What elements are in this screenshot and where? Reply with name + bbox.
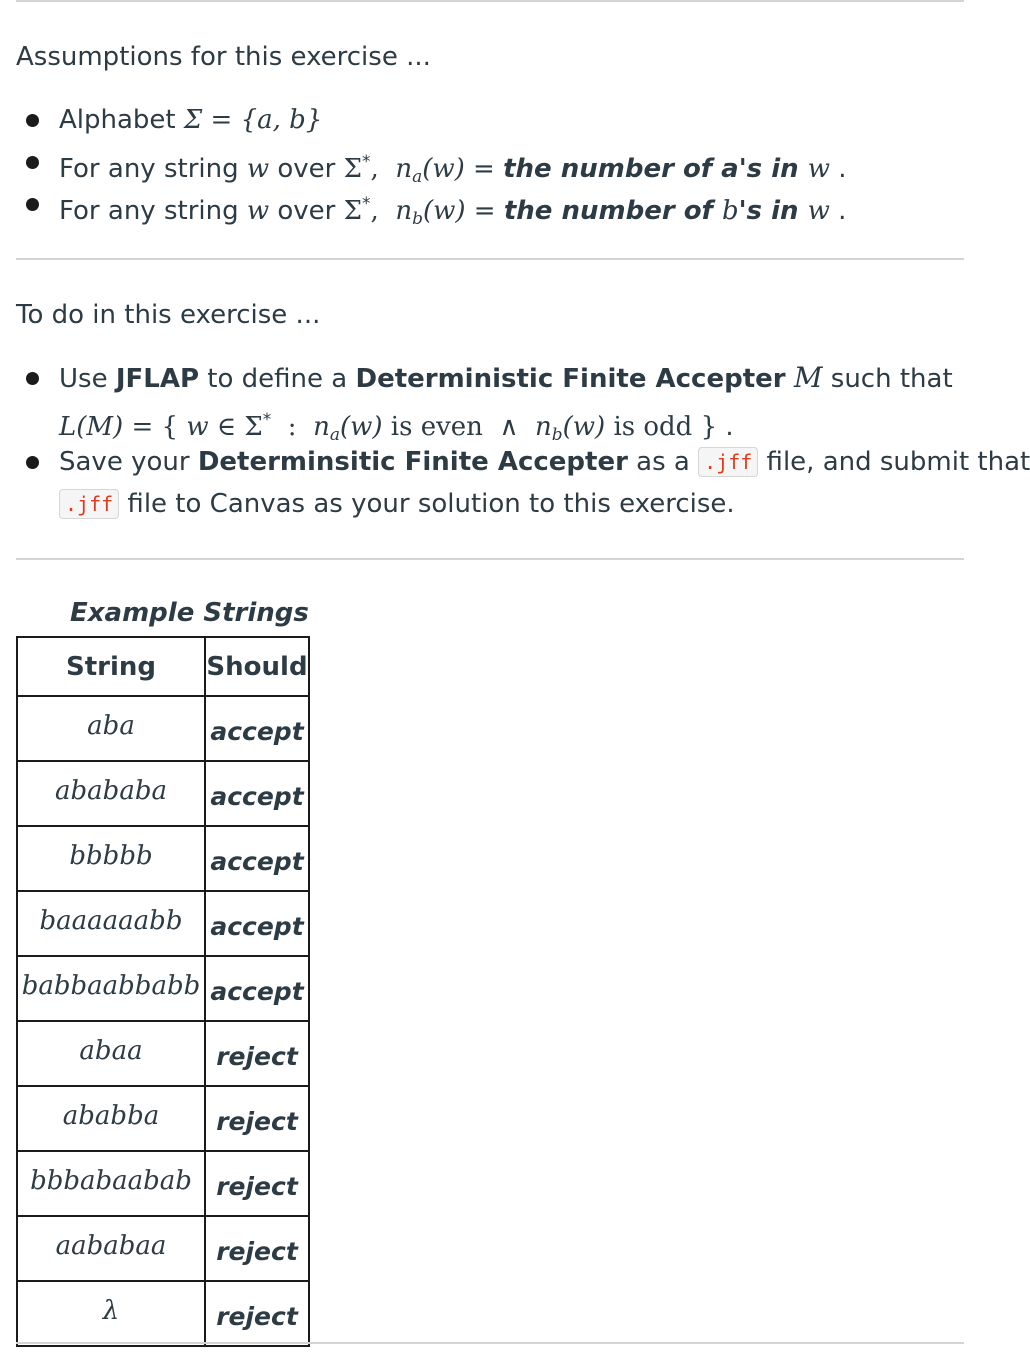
column-header-string: String: [17, 637, 205, 696]
string-cell: λ: [17, 1281, 205, 1346]
lang-w: w: [186, 412, 209, 442]
nb-w2: w: [807, 196, 830, 226]
string-cell: abaa: [17, 1021, 205, 1086]
column-header-should: Should: [205, 637, 309, 696]
assumption-nb: [59, 187, 846, 236]
dfa-label-2: Determinsitic Finite Accepter: [197, 447, 628, 477]
nb-desc2: 's in: [738, 196, 808, 226]
bullet-dot: [26, 156, 39, 169]
item1-t2: to define a: [199, 364, 356, 394]
assumption-alphabet: [59, 103, 322, 137]
lang-end: .: [717, 412, 734, 442]
table-row: [17, 1281, 309, 1346]
bullet-dot: [26, 114, 39, 127]
lang-a2: (w): [562, 412, 606, 442]
item2-t3: file, and submit that: [758, 447, 1030, 477]
nb-desc1: the number of: [503, 196, 722, 226]
string-cell: baaaaaabb: [17, 891, 205, 956]
nb-comma: ,: [370, 196, 379, 226]
string-cell: bbbbb: [17, 826, 205, 891]
table-row: [17, 761, 309, 826]
item2-t1: Save your: [59, 447, 198, 477]
table-row: [17, 956, 309, 1021]
string-cell: abababa: [17, 761, 205, 826]
na-desc: the number of a's in: [503, 154, 808, 184]
result-cell: reject: [205, 1281, 309, 1346]
string-cell: aababaa: [17, 1216, 205, 1281]
top-divider: [16, 0, 964, 2]
na-end: .: [829, 154, 847, 184]
lang-colon: :: [271, 412, 314, 442]
nb-sub: b: [412, 209, 423, 229]
result-cell: reject: [205, 1086, 309, 1151]
todo-item-jflap: [59, 361, 953, 396]
lang-l: L(M): [59, 412, 124, 442]
na-w2: w: [807, 154, 830, 184]
example-strings-table: [16, 636, 310, 1347]
jff-code: .jff: [59, 489, 119, 519]
na-eq: =: [464, 154, 504, 184]
nb-end: .: [829, 196, 847, 226]
na-comma: ,: [370, 154, 379, 184]
result-cell: accept: [205, 696, 309, 761]
na-sub: a: [412, 167, 423, 187]
string-cell: ababba: [17, 1086, 205, 1151]
dfa-label: Deterministic Finite Accepter: [355, 364, 786, 394]
nb-star: *: [362, 194, 371, 214]
table-row: [17, 1151, 309, 1216]
result-cell: reject: [205, 1021, 309, 1086]
lang-in: ∈ Σ: [208, 412, 263, 442]
todo-item-save: [59, 445, 1030, 479]
result-cell: accept: [205, 826, 309, 891]
lang-s1: a: [329, 425, 340, 445]
section-divider: [16, 558, 964, 560]
string-cell: babbaabbabb: [17, 956, 205, 1021]
na-w: w: [246, 154, 270, 184]
lang-even: is even ∧: [382, 412, 535, 442]
bullet-dot: [26, 456, 39, 469]
bottom-divider: [16, 1342, 964, 1344]
string-cell: bbbabaabab: [17, 1151, 205, 1216]
nb-sigma: Σ: [343, 196, 363, 226]
lang-s2: b: [551, 425, 563, 445]
result-cell: accept: [205, 761, 309, 826]
na-star: *: [362, 152, 371, 172]
jflap-label: JFLAP: [115, 364, 200, 394]
lang-a1: (w): [339, 412, 383, 442]
table-row: [17, 1086, 309, 1151]
todo-item-save-cont: [59, 487, 735, 521]
result-cell: accept: [205, 891, 309, 956]
na-prefix: For any string: [59, 154, 247, 184]
table-row: [17, 696, 309, 761]
table-row: [17, 826, 309, 891]
string-cell: aba: [17, 696, 205, 761]
result-cell: reject: [205, 1216, 309, 1281]
lang-eq: = {: [123, 412, 187, 442]
result-cell: accept: [205, 956, 309, 1021]
todo-heading: To do in this exercise ...: [16, 300, 321, 330]
alphabet-math: Σ = {a, b}: [183, 105, 323, 135]
lang-n1: n: [313, 412, 330, 442]
nb-b: b: [721, 196, 739, 226]
section-divider: [16, 258, 964, 260]
na-arg: (w): [422, 154, 465, 184]
na-n: n: [395, 154, 413, 184]
nb-n: n: [395, 196, 413, 226]
nb-arg: (w): [422, 196, 466, 226]
nb-over: over: [269, 196, 344, 226]
lang-star: *: [262, 410, 272, 430]
table-row: [17, 1021, 309, 1086]
lang-odd: is odd }: [605, 412, 718, 442]
result-cell: reject: [205, 1151, 309, 1216]
jff-code: .jff: [698, 447, 758, 477]
table-row: [17, 1216, 309, 1281]
assumptions-heading: Assumptions for this exercise ...: [16, 42, 431, 72]
table-caption: Example Strings: [70, 598, 309, 628]
machine-m: M: [793, 361, 823, 394]
item1-t1: Use: [59, 364, 116, 394]
na-sigma: Σ: [343, 154, 363, 184]
bullet-dot: [26, 372, 39, 385]
alphabet-prefix: Alphabet: [59, 105, 184, 135]
bullet-dot: [26, 198, 39, 211]
lang-n2: n: [535, 412, 552, 442]
nb-eq: =: [465, 196, 504, 226]
nb-prefix: For any string: [59, 196, 247, 226]
item2-t4: file to Canvas as your solution to this exercise.: [119, 489, 735, 519]
table-header-row: [17, 637, 309, 696]
item2-t2: as a: [627, 447, 699, 477]
nb-w: w: [246, 196, 270, 226]
na-over: over: [269, 154, 344, 184]
item1-t4: such that: [822, 364, 953, 394]
table-row: [17, 891, 309, 956]
item1-t3: [786, 364, 794, 394]
